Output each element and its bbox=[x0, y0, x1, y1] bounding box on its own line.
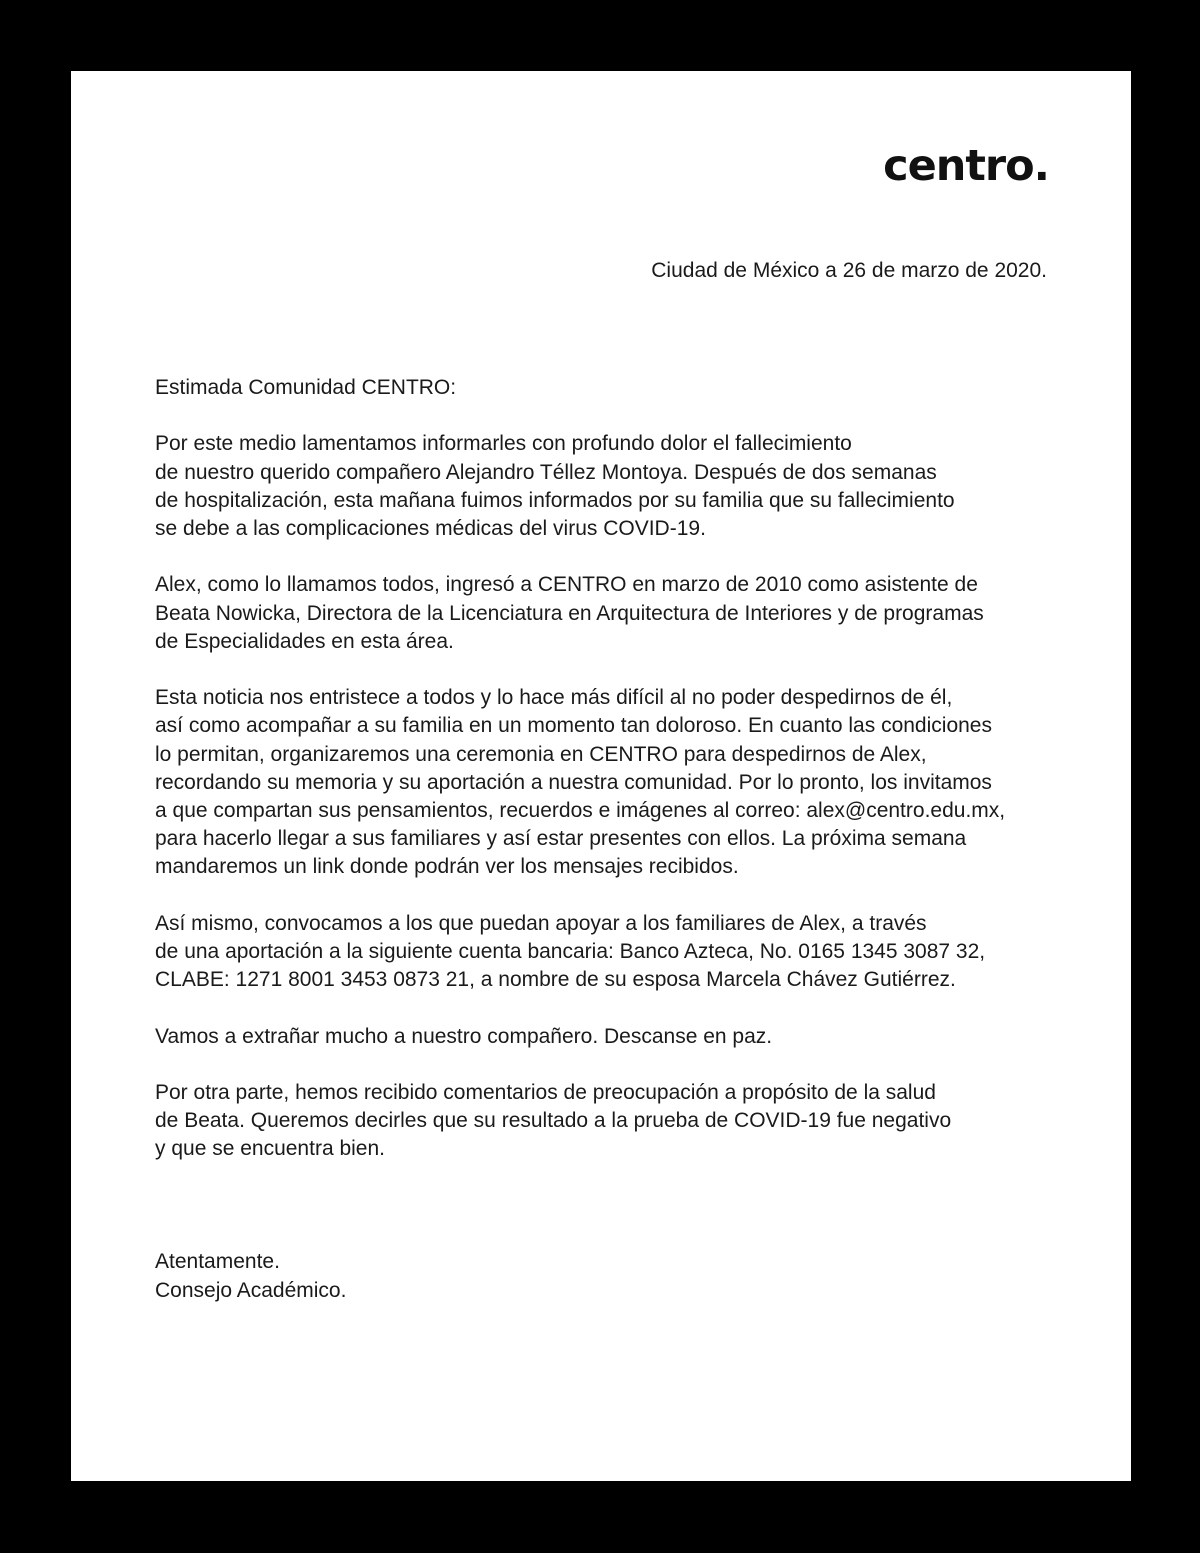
paragraph-line: de Especialidades en esta área. bbox=[155, 629, 454, 653]
letter-date: Ciudad de México a 26 de marzo de 2020. bbox=[651, 259, 1047, 282]
paragraph-line: y que se encuentra bien. bbox=[155, 1137, 385, 1161]
letter-closing bbox=[155, 1247, 346, 1305]
letter-page bbox=[71, 71, 1131, 1481]
signature-line: Consejo Académico. bbox=[155, 1279, 347, 1302]
paragraph-line: Por este medio lamentamos informarles con profundo dolor el fallecimiento bbox=[155, 432, 852, 456]
paragraph-line: CLABE: 1271 8001 3453 0873 21, a nombre de su esposa Marcela Chávez Gutiérrez. bbox=[155, 968, 956, 992]
salutation bbox=[155, 374, 1075, 402]
paragraph-line: de nuestro querido compañero Alejandro Téllez Montoya. Después de dos semanas bbox=[155, 460, 937, 484]
letter-body bbox=[155, 374, 1075, 1192]
paragraph-line: se debe a las complicaciones médicas del virus COVID-19. bbox=[155, 517, 706, 540]
salutation-line: Estimada Comunidad CENTRO: bbox=[155, 376, 457, 399]
paragraph-line: mandaremos un link donde podrán ver los mensajes recibidos. bbox=[155, 855, 739, 879]
paragraph-line: de una aportación a la siguiente cuenta bancaria: Banco Azteca, No. 0165 1345 3087 32, bbox=[155, 940, 986, 963]
paragraph-line: Vamos a extrañar mucho a nuestro compañero. Descanse en paz. bbox=[155, 1024, 773, 1048]
centro-logo: centro. bbox=[883, 141, 1049, 191]
paragraph-line: para hacerlo llegar a sus familiares y así estar presentes con ellos. La próxima semana bbox=[155, 827, 967, 851]
paragraph-death-announcement bbox=[155, 430, 1075, 543]
closing-line: Atentamente. bbox=[155, 1250, 280, 1273]
paragraph-donation bbox=[155, 910, 1075, 995]
paragraph-line: de Beata. Queremos decirles que su resultado a la prueba de COVID-19 fue negativo bbox=[155, 1109, 952, 1133]
paragraph-line: recordando su memoria y su aportación a nuestra comunidad. Por lo pronto, los invitamos bbox=[155, 770, 992, 794]
paragraph-line: Beata Nowicka, Directora de la Licenciatura en Arquitectura de Interiores y de programas bbox=[155, 601, 984, 625]
paragraph-line: Alex, como lo llamamos todos, ingresó a CENTRO en marzo de 2010 como asistente de bbox=[155, 573, 978, 597]
paragraph-line: a que compartan sus pensamientos, recuerdos e imágenes al correo: alex@centro.edu.mx, bbox=[155, 799, 1006, 822]
paragraph-farewell bbox=[155, 1023, 1075, 1051]
paragraph-line: de hospitalización, esta mañana fuimos informados por su familia que su fallecimiento bbox=[155, 488, 955, 512]
paragraph-biography bbox=[155, 571, 1075, 656]
paragraph-line: lo permitan, organizaremos una ceremonia en CENTRO para despedirnos de Alex, bbox=[155, 742, 927, 766]
paragraph-line: Así mismo, convocamos a los que puedan apoyar a los familiares de Alex, a través bbox=[155, 911, 927, 935]
paragraph-line: Por otra parte, hemos recibido comentarios de preocupación a propósito de la salud bbox=[155, 1080, 936, 1104]
paragraph-line: así como acompañar a su familia en un momento tan doloroso. En cuanto las condiciones bbox=[155, 714, 992, 738]
paragraph-line: Esta noticia nos entristece a todos y lo hace más difícil al no poder despedirnos de él, bbox=[155, 686, 953, 710]
paragraph-health-update bbox=[155, 1079, 1075, 1164]
paragraph-ceremony bbox=[155, 684, 1075, 881]
